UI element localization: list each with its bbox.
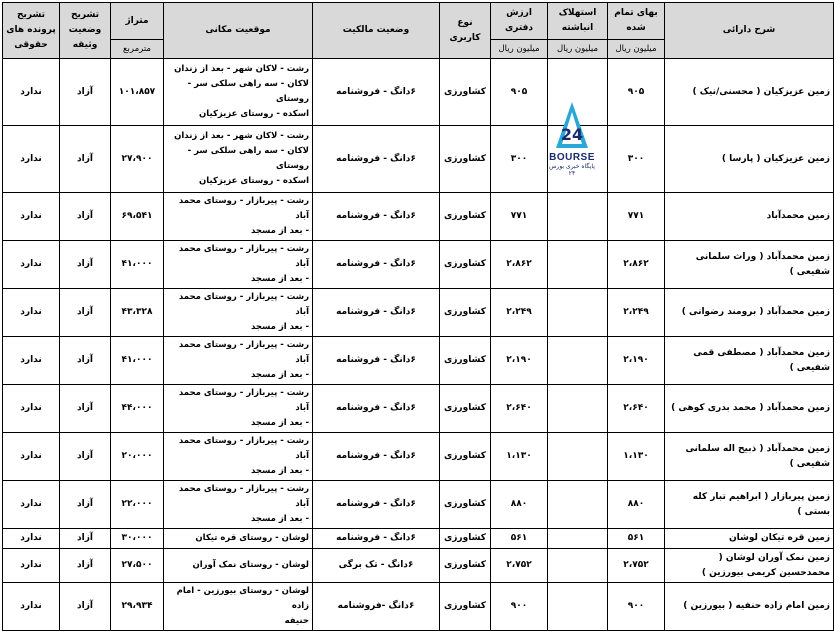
cell-use: کشاورزی [440,126,491,193]
cell-use: کشاورزی [440,337,491,385]
cell-book: ۵۶۱ [491,529,548,549]
location-line: رشت - پیربازار - روستای محمد آباد [178,340,309,365]
location-line: رشت - پیربازار - روستای محمد آباد [178,196,309,221]
table-row [3,481,834,529]
cell-desc: زمین محمدآباد ( ذبیح اله سلمانی شفیعی ) [665,433,834,481]
cell-leg: ندارد [3,549,60,583]
table-row [3,385,834,433]
cell-own: ۶دانگ - فروشنامه [313,241,440,289]
cell-cost: ۲،۸۶۲ [608,241,665,289]
table-row [3,529,834,549]
cell-stat: آزاد [60,385,111,433]
cell-stat: آزاد [60,193,111,241]
cell-leg: ندارد [3,193,60,241]
cell-area: ۶۹،۵۴۱ [111,193,164,241]
cell-desc: زمین قره تیکان لوشان [665,529,834,549]
cell-leg: ندارد [3,126,60,193]
cell-own: ۶دانگ - فروشنامه [313,481,440,529]
cell-use: کشاورزی [440,481,491,529]
cell-loc [164,337,313,385]
cell-book: ۳۰۰ [491,126,548,193]
table-row [3,289,834,337]
unit-cost: میلیون ریال [608,40,665,59]
cell-own: ۶دانگ - فروشنامه [313,126,440,193]
cell-desc: زمین عزیزکیان ( پارسا ) [665,126,834,193]
cell-loc [164,241,313,289]
cell-depr [548,433,608,481]
location-line: - بعد از مسجد [250,466,309,476]
cell-depr [548,289,608,337]
cell-area: ۲۷،۵۰۰ [111,549,164,583]
cell-loc [164,385,313,433]
table-row [3,433,834,481]
cell-area: ۲۲،۰۰۰ [111,481,164,529]
cell-area: ۴۴،۰۰۰ [111,385,164,433]
cell-desc: زمین محمدآباد ( محمد بدری کوهی ) [665,385,834,433]
cell-loc [164,289,313,337]
location-line: لوشان - روستای قره تیکان [195,533,309,543]
location-line: رشت - پیربازار - روستای محمد آباد [178,484,309,509]
unit-book: میلیون ریال [491,40,548,59]
col-cost-header: بهای تمام شده [608,3,665,40]
cell-own: ۶دانگ - فروشنامه [313,289,440,337]
table-row [3,549,834,583]
location-line: - بعد از مسجد [250,514,309,524]
bourse-logo [546,100,598,178]
page [2,2,830,631]
col-stat-header: تشریح وضعیت وثیقه [60,3,111,59]
cell-depr [548,385,608,433]
col-desc-header: شرح دارائی [665,3,834,59]
cell-cost: ۳۰۰ [608,126,665,193]
cell-use: کشاورزی [440,385,491,433]
cell-desc: زمین محمدآباد ( برومند رضوانی ) [665,289,834,337]
cell-cost: ۲،۲۴۹ [608,289,665,337]
cell-leg: ندارد [3,433,60,481]
cell-own: ۶دانگ - فروشنامه [313,385,440,433]
cell-own: ۶دانگ - تک برگی [313,549,440,583]
cell-leg: ندارد [3,337,60,385]
cell-own: ۶دانگ - فروشنامه [313,59,440,126]
location-line: رشت - لاکان شهر - بعد از زندان [174,131,309,141]
cell-area: ۲۹،۹۳۴ [111,583,164,631]
cell-book: ۲،۲۴۹ [491,289,548,337]
cell-cost: ۲،۶۴۰ [608,385,665,433]
cell-use: کشاورزی [440,549,491,583]
cell-depr [548,549,608,583]
cell-use: کشاورزی [440,289,491,337]
logo-brand: BOURSE [549,152,595,163]
table-row [3,241,834,289]
cell-cost: ۵۶۱ [608,529,665,549]
cell-desc: زمین نمک آوران لوشان ( محمدحسین کریمی بیورزین ) [665,549,834,583]
col-use-header: نوع کاربری [440,3,491,59]
cell-leg: ندارد [3,241,60,289]
location-line: - بعد از مسجد [250,370,309,380]
cell-use: کشاورزی [440,193,491,241]
cell-cost: ۸۸۰ [608,481,665,529]
cell-leg: ندارد [3,385,60,433]
cell-book: ۱،۱۳۰ [491,433,548,481]
cell-use: کشاورزی [440,529,491,549]
location-line: - بعد از مسجد [250,418,309,428]
table-row [3,583,834,631]
col-book-header: ارزش دفتری [491,3,548,40]
cell-use: کشاورزی [440,241,491,289]
table-body [3,59,834,631]
cell-depr [548,481,608,529]
cell-book: ۹۰۵ [491,59,548,126]
location-line: رشت - پیربازار - روستای محمد آباد [178,244,309,269]
cell-stat: آزاد [60,433,111,481]
cell-own: ۶دانگ - فروشنامه [313,529,440,549]
cell-desc: زمین امام زاده حنفیه ( بیورزین ) [665,583,834,631]
location-line: - بعد از مسجد [250,226,309,236]
cell-own: ۶دانگ -فروشنامه [313,583,440,631]
cell-book: ۲،۷۵۲ [491,549,548,583]
cell-stat: آزاد [60,583,111,631]
unit-area: مترمربع [111,40,164,59]
cell-stat: آزاد [60,529,111,549]
cell-stat: آزاد [60,126,111,193]
cell-desc: زمین محمدآباد ( مصطفی قمی شفیعی ) [665,337,834,385]
location-line: اسکده - روستای عزیزکیان [199,109,309,119]
table-row [3,337,834,385]
cell-area: ۲۷،۹۰۰ [111,126,164,193]
bourse-logo-icon [554,100,590,150]
location-line: - بعد از مسجد [250,274,309,284]
location-line: لوشان - روستای نمک آوران [192,560,309,570]
cell-area: ۴۱،۰۰۰ [111,337,164,385]
cell-leg: ندارد [3,529,60,549]
cell-book: ۷۷۱ [491,193,548,241]
svg-text:24: 24 [560,125,584,144]
location-line: رشت - پیربازار - روستای محمد آباد [178,388,309,413]
cell-loc [164,481,313,529]
cell-stat: آزاد [60,549,111,583]
cell-cost: ۷۷۱ [608,193,665,241]
cell-cost: ۹۰۵ [608,59,665,126]
cell-area: ۴۳،۳۲۸ [111,289,164,337]
cell-depr [548,529,608,549]
cell-cost: ۲،۱۹۰ [608,337,665,385]
cell-leg: ندارد [3,583,60,631]
cell-own: ۶دانگ - فروشنامه [313,433,440,481]
table-row [3,126,834,193]
cell-loc [164,126,313,193]
cell-use: کشاورزی [440,433,491,481]
col-leg-header: تشریح پرونده های حقوقی [3,3,60,59]
cell-use: کشاورزی [440,59,491,126]
cell-book: ۲،۸۶۲ [491,241,548,289]
cell-depr [548,193,608,241]
location-line: - بعد از مسجد [250,322,309,332]
cell-loc [164,529,313,549]
cell-stat: آزاد [60,337,111,385]
cell-leg: ندارد [3,289,60,337]
cell-area: ۳۰،۰۰۰ [111,529,164,549]
cell-loc [164,583,313,631]
location-line: لوشان - روستای بیورزین - امام زاده [176,586,309,611]
table-row [3,59,834,126]
header-row [3,3,834,40]
logo-sub: پایگاه خبری بورس ۲۴ [549,163,595,177]
col-own-header: وضعیت مالکیت [313,3,440,59]
cell-area: ۴۱،۰۰۰ [111,241,164,289]
cell-own: ۶دانگ - فروشنامه [313,193,440,241]
cell-book: ۲،۱۹۰ [491,337,548,385]
location-line: رشت - لاکان شهر - بعد از زندان [174,64,309,74]
table-row [3,193,834,241]
cell-area: ۲۰،۰۰۰ [111,433,164,481]
cell-cost: ۲،۷۵۲ [608,549,665,583]
unit-depr: میلیون ریال [548,40,608,59]
location-line: حنیفه [284,616,309,626]
location-line: اسکده - روستای عزیزکیان [199,176,309,186]
cell-stat: آزاد [60,241,111,289]
cell-stat: آزاد [60,289,111,337]
cell-desc: زمین محمدآباد [665,193,834,241]
cell-loc [164,549,313,583]
cell-depr [548,241,608,289]
cell-cost: ۹۰۰ [608,583,665,631]
cell-own: ۶دانگ - فروشنامه [313,337,440,385]
cell-cost: ۱،۱۳۰ [608,433,665,481]
location-line: رشت - پیربازار - روستای محمد آباد [178,436,309,461]
cell-use: کشاورزی [440,583,491,631]
cell-stat: آزاد [60,59,111,126]
col-loc-header: موقعیت مکانی [164,3,313,59]
cell-depr [548,583,608,631]
location-line: رشت - پیربازار - روستای محمد آباد [178,292,309,317]
location-line: لاکان - سه راهی سلکی سر - روستای [187,79,309,104]
cell-book: ۲،۶۴۰ [491,385,548,433]
cell-leg: ندارد [3,59,60,126]
cell-stat: آزاد [60,481,111,529]
assets-table [2,2,834,631]
cell-desc: زمین محمدآباد ( وراث سلمانی شفیعی ) [665,241,834,289]
cell-depr [548,337,608,385]
cell-loc [164,59,313,126]
cell-book: ۹۰۰ [491,583,548,631]
col-area-header: متراژ [111,3,164,40]
cell-loc [164,193,313,241]
col-depr-header: استهلاک انباشته [548,3,608,40]
cell-book: ۸۸۰ [491,481,548,529]
location-line: لاکان - سه راهی سلکی سر - روستای [187,146,309,171]
cell-area: ۱۰۱،۸۵۷ [111,59,164,126]
cell-loc [164,433,313,481]
cell-desc: زمین پیربازار ( ابراهیم تبار کله بستی ) [665,481,834,529]
cell-leg: ندارد [3,481,60,529]
cell-desc: زمین عزیزکیان ( محسنی/نیک ) [665,59,834,126]
